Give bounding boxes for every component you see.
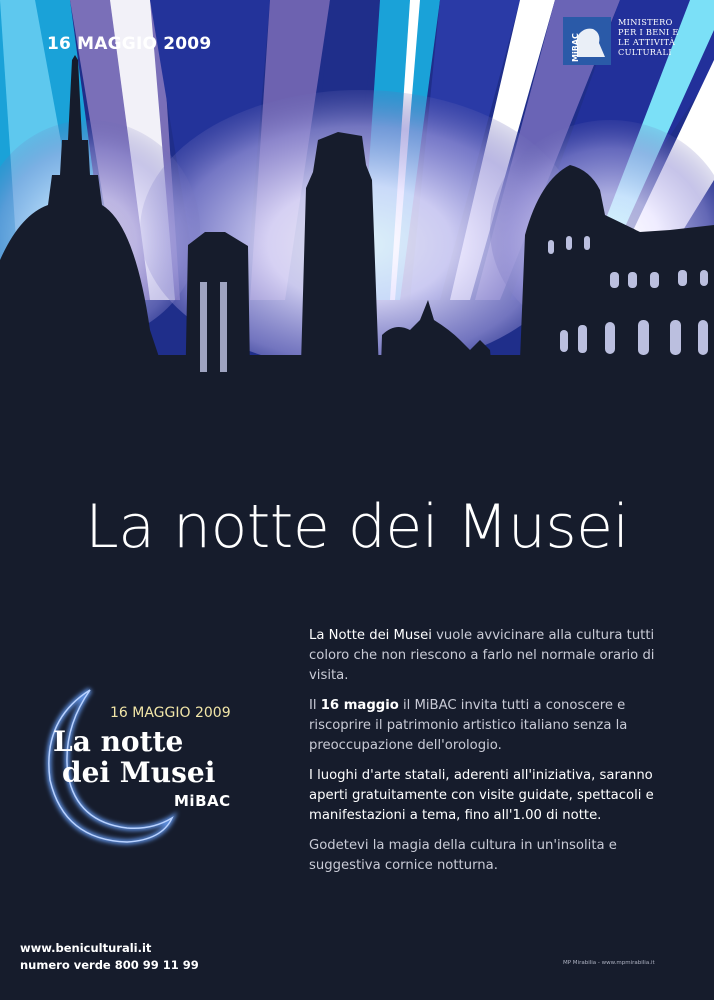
mibac-logo xyxy=(563,17,611,65)
description-paragraph xyxy=(309,696,689,756)
ministry-line: LE ATTIVITÀ xyxy=(618,37,676,47)
ministry-line: CULTURALI xyxy=(618,47,672,57)
designer-credit: MP Mirabilia - www.mpmirabilia.it xyxy=(563,960,655,966)
paragraph-text: il MiBAC invita tutti a conoscere e riscoprire il patrimonio artistico italiano senza la preoccupazione dell'orologio. xyxy=(309,698,628,753)
phone-number: numero verde 800 99 11 99 xyxy=(20,958,199,972)
highlight-text: La Notte dei Musei xyxy=(309,628,432,643)
description xyxy=(309,626,689,886)
website-link[interactable]: www.beniculturali.it xyxy=(20,941,152,955)
contact-info xyxy=(20,940,199,974)
description-paragraph xyxy=(309,626,689,686)
description-paragraph: Godetevi la magia della cultura in un'insolita e suggestiva cornice notturna. xyxy=(309,838,617,873)
badge-title-line1: La notte xyxy=(53,725,184,758)
svg-text:MiBAC: MiBAC xyxy=(571,33,580,62)
badge-title-line2: dei Musei xyxy=(62,756,216,789)
event-badge xyxy=(32,680,272,850)
badge-brand: MiBAC xyxy=(174,792,231,810)
paragraph-text: vuole avvicinare alla cultura tutti coloro che non riescono a farlo nel normale orario di visita. xyxy=(309,628,655,683)
poster-title: La notte dei Musei xyxy=(85,492,629,562)
description-paragraph: I luoghi d'arte statali, aderenti all'iniziativa, saranno aperti gratuitamente con visite guidate, spettacoli e manifestazioni a tema, fino all'1.00 di notte. xyxy=(309,768,654,823)
highlight-date: 16 maggio xyxy=(320,698,399,713)
ministry-line: MINISTERO xyxy=(618,17,673,27)
ministry-name xyxy=(618,17,679,57)
ministry-line: PER I BENI E xyxy=(618,27,679,37)
ministry-logo-block xyxy=(563,17,679,65)
event-date: 16 MAGGIO 2009 xyxy=(47,34,212,54)
badge-date: 16 MAGGIO 2009 xyxy=(110,705,231,721)
paragraph-text: Il xyxy=(309,698,321,713)
